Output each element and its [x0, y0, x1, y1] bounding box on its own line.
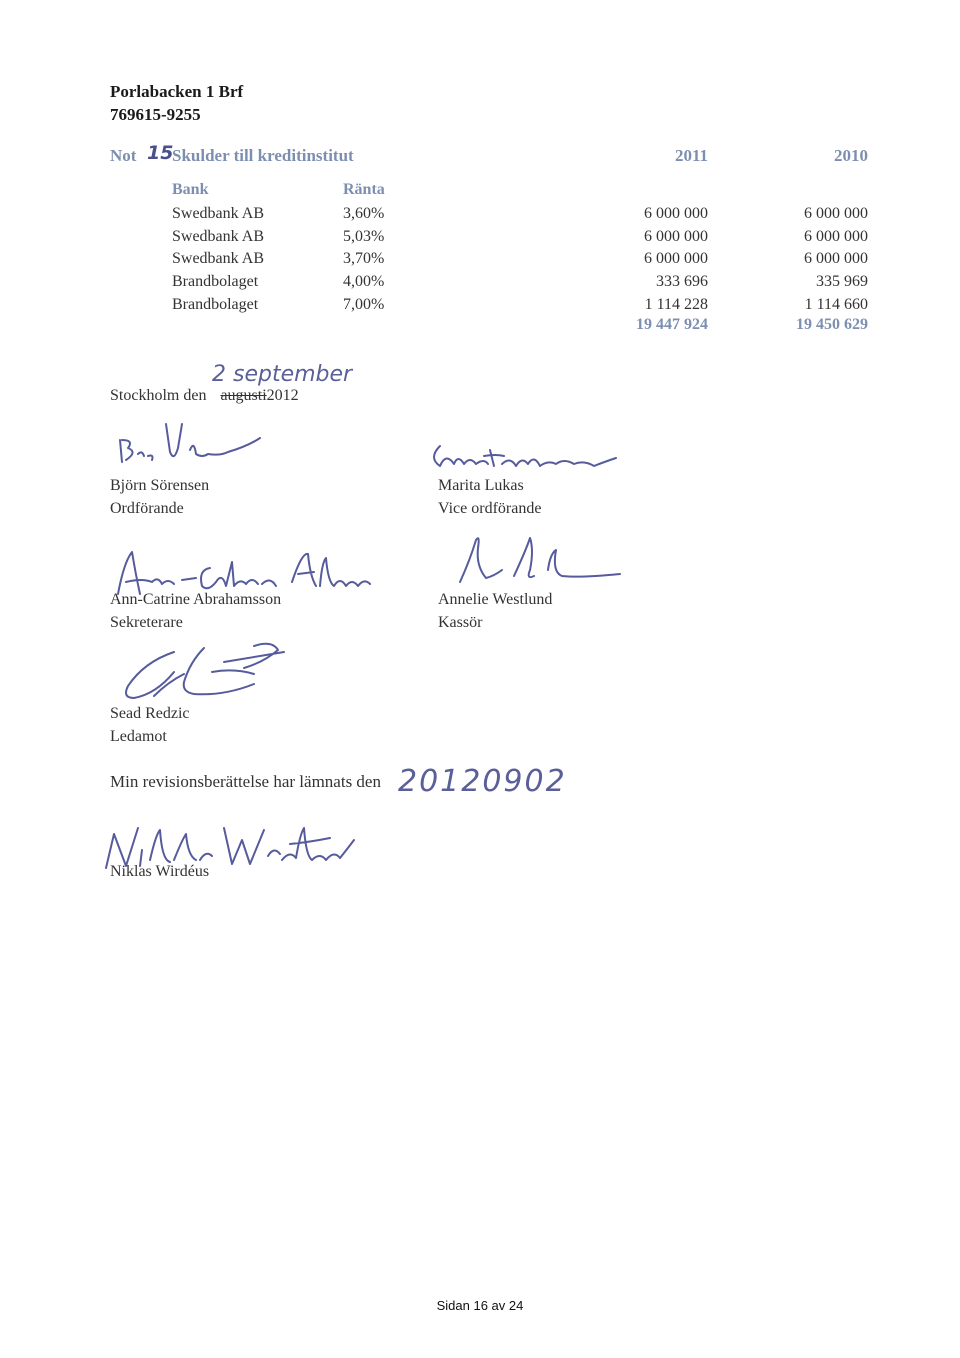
cell-2011: 333 696 [656, 273, 708, 291]
cell-rate: 5,03% [343, 227, 385, 245]
table-row [172, 294, 868, 317]
signature-sead-redzic [104, 632, 294, 710]
total-2010: 19 450 629 [796, 316, 868, 333]
table-row [172, 248, 868, 271]
place-date [110, 387, 299, 405]
year-current-header: 2011 [674, 146, 708, 165]
cell-2011: 6 000 000 [644, 227, 708, 245]
signatory-role-ann: Sekreterare [110, 614, 183, 631]
note-title: Skulder till kreditinstitut [172, 146, 354, 165]
signatory-role-annelie: Kassör [438, 614, 483, 631]
signatory-name-sead: Sead Redzic [110, 705, 190, 722]
total-2011: 19 447 924 [636, 316, 708, 333]
column-header-rate: Ränta [343, 181, 385, 198]
signature-marita-lukas [424, 436, 624, 480]
cell-2010: 1 114 660 [804, 295, 868, 313]
revision-handwritten-date: 20120902 [398, 764, 567, 799]
signatory-role-sead: Ledamot [110, 728, 167, 745]
table-row [172, 271, 868, 294]
cell-2011: 6 000 000 [644, 250, 708, 268]
note-label: Not [110, 146, 137, 165]
signature-bjorn-sorensen [108, 412, 268, 472]
cell-2011: 6 000 000 [644, 205, 708, 222]
revision-statement: Min revisionsberättelse har lämnats den [110, 772, 381, 791]
organization-name: Porlabacken 1 Brf [110, 82, 244, 101]
struck-month: augusti [220, 387, 267, 404]
cell-bank: Swedbank AB [172, 227, 264, 245]
signature-annelie-westlund [430, 530, 630, 588]
loan-table [172, 203, 868, 317]
cell-bank: Brandbolaget [172, 273, 259, 291]
signatory-name-annelie: Annelie Westlund [438, 591, 553, 608]
place-prefix: Stockholm den [110, 387, 207, 404]
cell-2010: 6 000 000 [804, 205, 868, 222]
date-year: 2012 [266, 387, 299, 404]
auditor-name: Niklas Wirdéus [110, 863, 210, 880]
column-header-bank: Bank [172, 181, 209, 198]
table-row [172, 203, 868, 226]
cell-2010: 6 000 000 [804, 250, 868, 268]
organization-number: 769615-9255 [110, 105, 201, 124]
table-row [172, 226, 868, 249]
signatory-name-bjorn: Björn Sörensen [110, 477, 210, 494]
cell-bank: Brandbolaget [172, 295, 259, 313]
cell-2011: 1 114 228 [644, 295, 708, 313]
note-heading [110, 142, 870, 168]
signatory-name-marita: Marita Lukas [438, 477, 524, 494]
cell-rate: 3,70% [343, 250, 385, 268]
page-number: Sidan 16 av 24 [436, 1298, 524, 1313]
handwritten-date: 2 september [212, 362, 353, 387]
signatory-role-marita: Vice ordförande [438, 500, 542, 517]
cell-rate: 3,60% [343, 205, 385, 222]
cell-rate: 4,00% [343, 273, 385, 291]
cell-bank: Swedbank AB [172, 205, 264, 222]
cell-rate: 7,00% [343, 295, 385, 313]
cell-2010: 6 000 000 [804, 227, 868, 245]
signatory-role-bjorn: Ordförande [110, 500, 184, 517]
cell-2010: 335 969 [816, 273, 868, 291]
signatory-name-ann: Ann-Catrine Abrahamsson [110, 591, 282, 608]
note-number-handwritten: 15 [147, 142, 174, 164]
cell-bank: Swedbank AB [172, 250, 264, 268]
year-previous-header: 2010 [834, 146, 868, 165]
